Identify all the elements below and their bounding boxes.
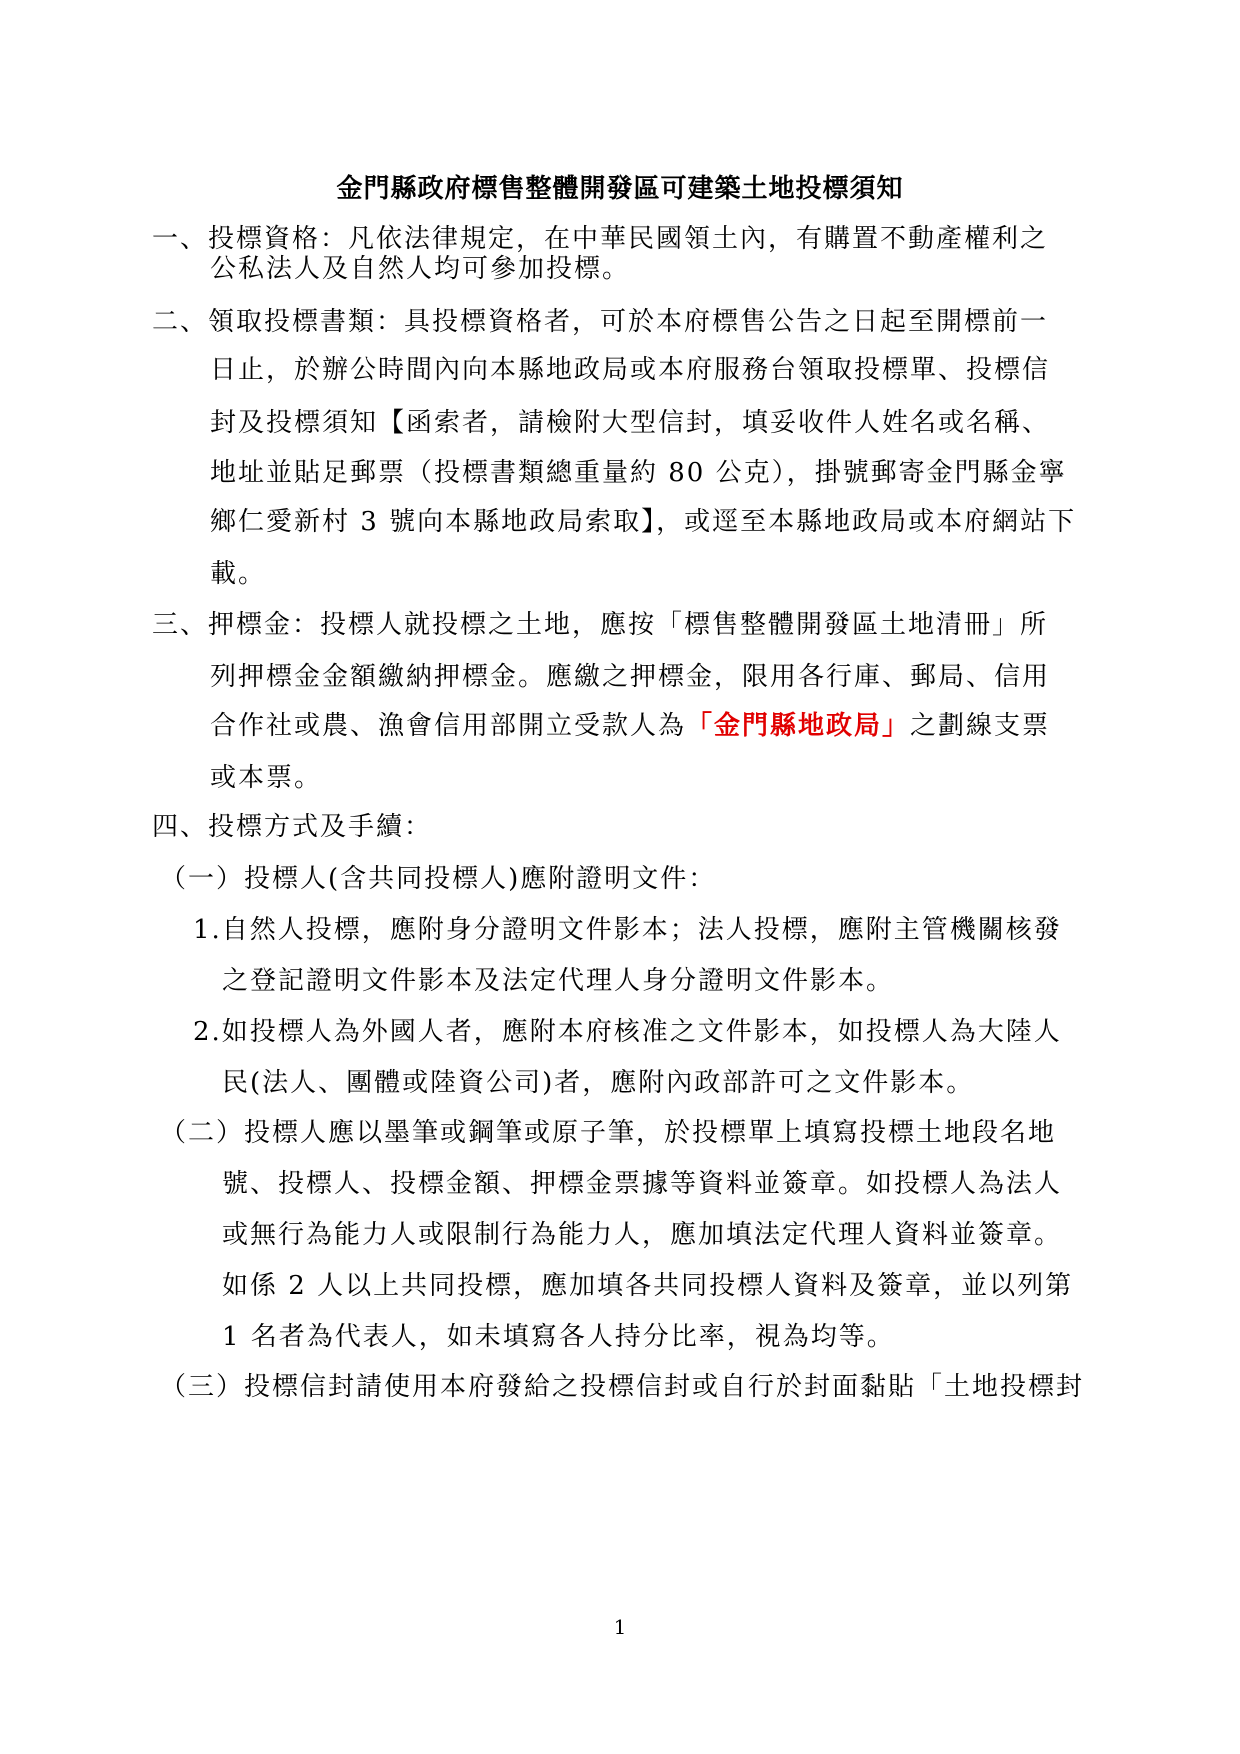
text-line-10: 列押標金金額繳納押標金。應繳之押標金，限用各行庫、郵局、信用 xyxy=(210,662,1051,692)
text-line-15: 1.自然人投標，應附身分證明文件影本；法人投標，應附主管機關核發 xyxy=(193,915,1062,945)
text-line-24: （三）投標信封請使用本府發給之投標信封或自行於封面黏貼「土地投標封 xyxy=(160,1372,1085,1402)
text-line-13: 四、投標方式及手續： xyxy=(152,812,433,842)
text-line-14: （一）投標人(含共同投標人)應附證明文件： xyxy=(160,864,717,894)
text-line-22: 如係 2 人以上共同投標，應加填各共同投標人資料及簽章，並以列第 xyxy=(222,1271,1074,1301)
text-line-23: 1 名者為代表人，如未填寫各人持分比率，視為均等。 xyxy=(222,1322,895,1352)
text-line-6: 地址並貼足郵票（投標書類總重量約 80 公克），掛號郵寄金門縣金寧 xyxy=(210,458,1067,488)
text-line-19: （二）投標人應以墨筆或鋼筆或原子筆，於投標單上填寫投標土地段名地 xyxy=(160,1118,1057,1148)
text-line-21: 或無行為能力人或限制行為能力人，應加填法定代理人資料並簽章。 xyxy=(222,1220,1063,1250)
text-line-3: 二、領取投標書類：具投標資格者，可於本府標售公告之日起至開標前一 xyxy=(152,307,1049,337)
page-number: 1 xyxy=(613,1615,627,1639)
text-line-1: 一、投標資格：凡依法律規定，在中華民國領土內，有購置不動產權利之 xyxy=(152,224,1049,254)
text-line-7: 鄉仁愛新村 3 號向本縣地政局索取】，或逕至本縣地政局或本府網站下 xyxy=(210,507,1077,537)
text-line-11-before: 合作社或農、漁會信用部開立受款人為 xyxy=(210,711,687,741)
text-line-18: 民(法人、團體或陸資公司)者，應附內政部許可之文件影本。 xyxy=(222,1068,975,1098)
text-line-17: 2.如投標人為外國人者，應附本府核准之文件影本，如投標人為大陸人 xyxy=(193,1017,1062,1047)
text-line-20: 號、投標人、投標金額、押標金票據等資料並簽章。如投標人為法人 xyxy=(222,1169,1063,1199)
payee-highlight: 「金門縣地政局」 xyxy=(686,711,911,741)
text-line-11 xyxy=(210,706,1050,746)
text-line-8: 載。 xyxy=(210,559,267,589)
text-line-4: 日止，於辦公時間內向本縣地政局或本府服務台領取投標單、投標信 xyxy=(210,355,1051,385)
text-line-12: 或本票。 xyxy=(210,763,323,793)
text-line-5: 封及投標須知【函索者，請檢附大型信封，填妥收件人姓名或名稱、 xyxy=(210,408,1051,438)
document-title: 金門縣政府標售整體開發區可建築土地投標須知 xyxy=(336,174,904,204)
text-line-9: 三、押標金：投標人就投標之土地，應按「標售整體開發區土地清冊」所 xyxy=(152,610,1049,640)
text-line-11-after: 之劃線支票 xyxy=(910,711,1051,741)
text-line-2: 公私法人及自然人均可參加投標。 xyxy=(210,254,631,284)
text-line-16: 之登記證明文件影本及法定代理人身分證明文件影本。 xyxy=(222,966,895,996)
